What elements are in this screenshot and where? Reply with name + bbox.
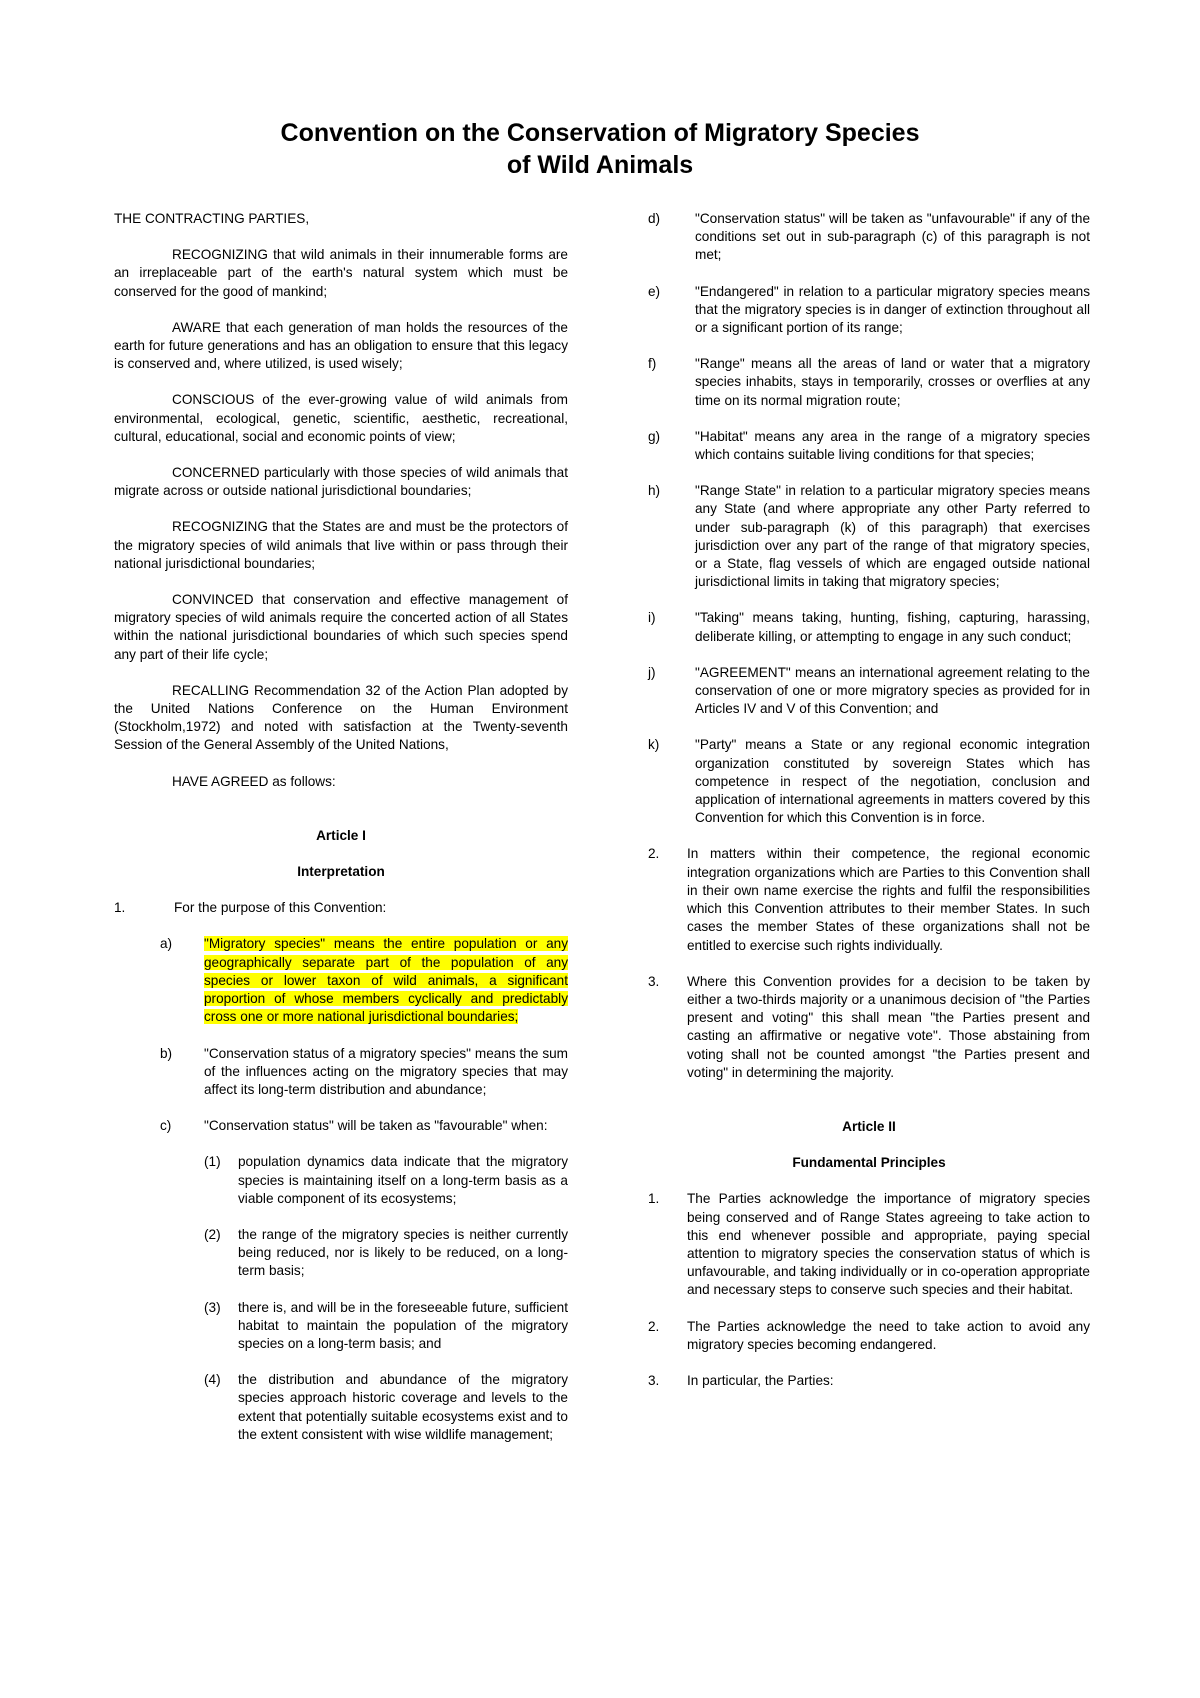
article-2-paragraph-1 (648, 1190, 1090, 1299)
condition-4 (204, 1371, 568, 1444)
preamble-conscious: CONSCIOUS of the ever-growing value of wild animals from environmental, ecological, genetic, scientific, aesthetic, recreational, cultural, educational, social and economic points of view; (114, 392, 568, 444)
paragraph-text: The Parties acknowledge the need to take action to avoid any migratory species becoming endangered. (687, 1318, 1090, 1352)
definition-marker: e) (648, 283, 661, 299)
article-2-subheading: Fundamental Principles (792, 1155, 946, 1171)
article-1-paragraph-3 (648, 973, 1090, 1082)
preamble-agreed: HAVE AGREED as follows: (172, 773, 336, 789)
condition-marker: (3) (204, 1299, 221, 1315)
paragraph-marker: 1. (648, 1191, 660, 1207)
definition-text: "Range State" in relation to a particular migratory species means any State (and where appropriate any other Party referred to under sub-paragraph (k) of this paragraph) that exercises jurisdiction over any part of the range of that migratory species, or a State, flag vessels of which are engaged outside national jurisdictional limits in taking that migratory species; (695, 483, 1090, 590)
condition-1 (204, 1153, 568, 1208)
paragraph-marker: 2. (648, 1318, 660, 1334)
condition-marker: (4) (204, 1372, 221, 1388)
definition-i (648, 609, 1090, 645)
condition-2 (204, 1226, 568, 1281)
definition-e (648, 283, 1090, 338)
definition-text (204, 935, 568, 1026)
definition-marker: k) (648, 737, 660, 753)
paragraph-text: In matters within their competence, the regional economic integration organizations which are Parties to this Convention shall in their own name exercise the rights and fulfil the responsibilities which this Convention attributes to their member States. In such cases the member States of these organizations shall not be entitled to exercise such rights individually. (687, 846, 1090, 953)
article-2-paragraph-3 (648, 1372, 1090, 1390)
article-1-paragraph-2 (648, 845, 1090, 954)
paragraph-text: The Parties acknowledge the importance of migratory species being conserved and of Range States agreeing to take action to this end whenever possible and appropriate, paying special attention to migratory species the conservation status of which is unfavourable, and taking individually or in co-operation appropriate and necessary steps to conserve such species and their habitat. (687, 1191, 1090, 1298)
paragraph-text: Where this Convention provides for a decision to be taken by either a two-thirds majority or a unanimous decision of "the Parties present and voting" this shall mean "the Parties present and casting an affirmative or negative vote". Those abstaining from voting shall not be counted amongst "the Parties present and voting" in determining the majority. (687, 973, 1090, 1080)
title-line-2: of Wild Animals (506, 151, 694, 179)
definition-marker: f) (648, 356, 657, 372)
document-title (0, 117, 1200, 181)
definition-k (648, 736, 1090, 827)
preamble-recalling: RECALLING Recommendation 32 of the Action Plan adopted by the United Nations Conference on the Human Environment (Stockholm,1972) and noted with satisfaction at the Twenty-seventh Session of the General Assembly of the United Nations, (114, 682, 568, 753)
definition-b (160, 1045, 568, 1100)
preamble-recognizing-2: RECOGNIZING that the States are and must be the protectors of the migratory species of wild animals that live within or pass through their national jurisdictional boundaries; (114, 519, 568, 571)
definition-marker: c) (160, 1118, 172, 1134)
article-2-paragraph-2 (648, 1318, 1090, 1354)
preamble-recognizing-1: RECOGNIZING that wild animals in their innumerable forms are an irreplaceable part of the earth's natural system which must be conserved for the good of mankind; (114, 247, 568, 299)
definition-marker: g) (648, 428, 661, 444)
condition-marker: (2) (204, 1226, 221, 1242)
definition-marker: a) (160, 936, 173, 952)
highlighted-text: "Migratory species" means the entire population or any geographically separate part of the population of any species or lower taxon of wild animals, a significant proportion of whose members cyclically and predictably cross one or more national jurisdictional boundaries; (204, 936, 568, 1025)
article-1-paragraph-1 (114, 899, 568, 917)
preamble-concerned: CONCERNED particularly with those species of wild animals that migrate across or outside national jurisdictional boundaries; (114, 465, 568, 499)
definition-marker: h) (648, 483, 661, 499)
condition-3 (204, 1299, 568, 1354)
paragraph-text: In particular, the Parties: (687, 1372, 834, 1388)
article-1-subheading: Interpretation (297, 864, 385, 880)
definition-text: "Range" means all the areas of land or water that a migratory species inhabits, stays in temporarily, crosses or overflies at any time on its normal migration route; (695, 356, 1090, 408)
definition-f (648, 355, 1090, 410)
definition-text: "Conservation status of a migratory species" means the sum of the influences acting on the migratory species that may affect its long-term distribution and abundance; (204, 1045, 568, 1097)
paragraph-marker: 3. (648, 973, 660, 989)
condition-text: population dynamics data indicate that the migratory species is maintaining itself on a long-term basis as a viable component of its ecosystems; (238, 1154, 568, 1206)
definition-j (648, 664, 1090, 719)
definition-text: "Taking" means taking, hunting, fishing, capturing, harassing, deliberate killing, or attempting to engage in any such conduct; (695, 610, 1090, 644)
paragraph-text: For the purpose of this Convention: (174, 900, 387, 916)
definition-marker: i) (648, 610, 656, 626)
paragraph-marker: 3. (648, 1372, 660, 1388)
definition-c (160, 1117, 568, 1135)
definition-text: "Party" means a State or any regional economic integration organization constituted by sovereign States which has competence in respect of the negotiation, conclusion and application of international agreements in matters covered by this Convention for which this Convention is in force. (695, 737, 1090, 826)
title-line-1: Convention on the Conservation of Migratory Species (280, 119, 920, 147)
definition-d (648, 210, 1090, 265)
condition-marker: (1) (204, 1154, 221, 1170)
condition-text: the distribution and abundance of the migratory species approach historic coverage and levels to the extent that potentially suitable ecosystems exist and to the extent consistent with wise wildlife management; (238, 1372, 568, 1442)
definition-marker: j) (648, 664, 656, 680)
left-column (114, 210, 568, 1444)
article-2-heading: Article II (842, 1118, 896, 1134)
preamble-aware: AWARE that each generation of man holds the resources of the earth for future generations and has an obligation to ensure that this legacy is conserved and, where utilized, is used wisely; (114, 319, 568, 372)
article-1-heading: Article I (316, 827, 366, 843)
definition-g (648, 428, 1090, 464)
definition-text: "Conservation status" will be taken as "favourable" when: (204, 1118, 548, 1134)
definition-marker: d) (648, 211, 661, 226)
preamble-convinced: CONVINCED that conservation and effective management of migratory species of wild animals require the concerted action of all States within the national jurisdictional boundaries of which such species spend any part of their life cycle; (114, 592, 568, 662)
definition-text: "Habitat" means any area in the range of a migratory species which contains suitable living conditions for that species; (695, 428, 1090, 463)
definition-text: "Conservation status" will be taken as "unfavourable" if any of the conditions set out in sub-paragraph (c) of this paragraph is not met; (695, 211, 1090, 263)
paragraph-marker: 2. (648, 846, 660, 862)
definition-h (648, 482, 1090, 591)
definition-marker: b) (160, 1045, 173, 1061)
definition-text: "AGREEMENT" means an international agreement relating to the conservation of one or more migratory species as provided for in Articles IV and V of this Convention; and (695, 664, 1090, 717)
right-column (648, 210, 1090, 1390)
condition-text: the range of the migratory species is neither currently being reduced, nor is likely to be reduced, on a long-term basis; (238, 1226, 568, 1279)
paragraph-marker: 1. (114, 900, 126, 916)
condition-text: there is, and will be in the foreseeable future, sufficient habitat to maintain the population of the migratory species on a long-term basis; and (238, 1299, 568, 1351)
definition-a (160, 935, 568, 1026)
preamble-opening: THE CONTRACTING PARTIES, (114, 211, 310, 226)
definition-text: "Endangered" in relation to a particular migratory species means that the migratory species is in danger of extinction throughout all or a significant portion of its range; (695, 283, 1090, 336)
